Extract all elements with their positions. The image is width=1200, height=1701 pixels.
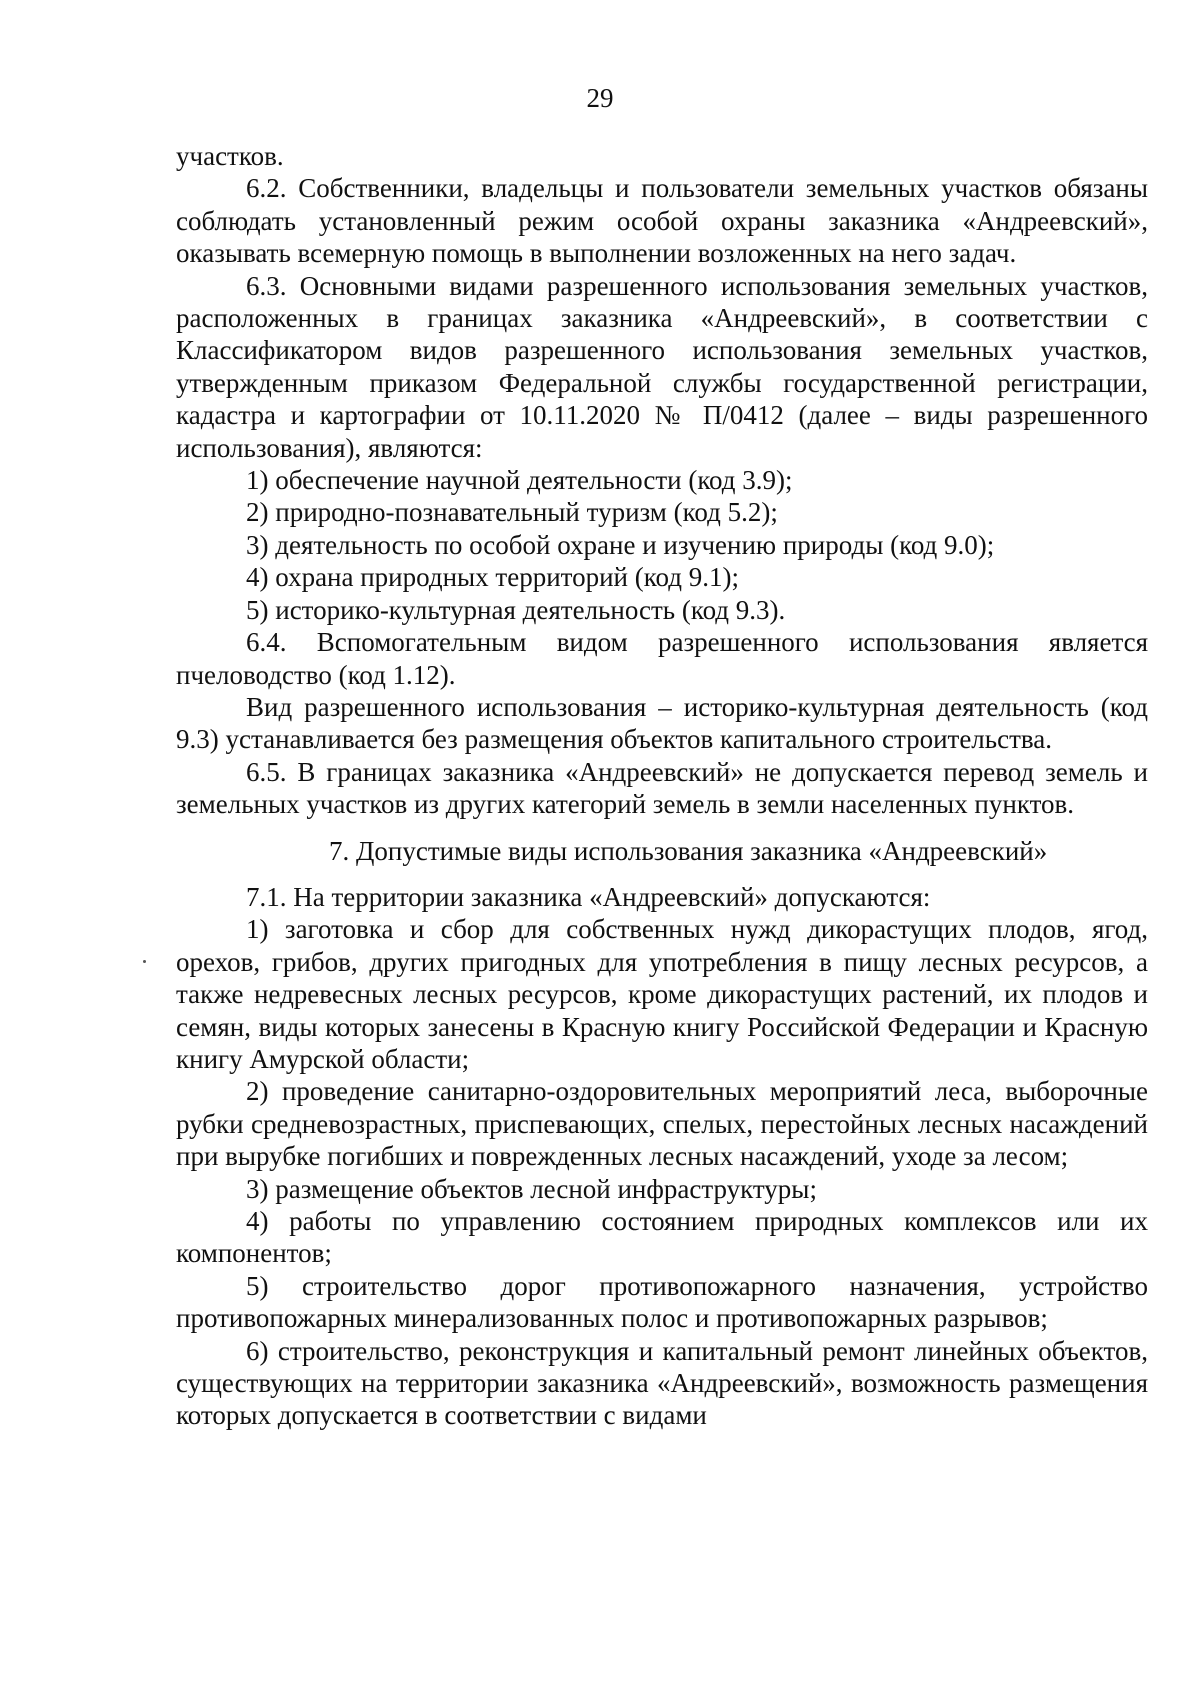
list-item-7-1-4: 4) работы по управлению состоянием природных комплексов или их компонентов; [176, 1206, 1148, 1269]
paragraph-6-2: 6.2. Собственники, владельцы и пользователи земельных участков обязаны соблюдать установленный режим особой охраны заказника «Андреевский», оказывать всемерную помощь в выполнении возложенных на него задач. [176, 173, 1148, 269]
list-item-7-1-1: 1) заготовка и сбор для собственных нужд дикорастущих плодов, ягод, орехов, грибов, других пригодных для употребления в пищу лесных ресурсов, а также недревесных лесных ресурсов, кроме дикорастущих растений, их плодов и семян, виды которых занесены в Красную книгу Российской Федерации и Красную книгу Амурской области; [176, 914, 1148, 1074]
paragraph-7-1: 7.1. На территории заказника «Андреевский» допускаются: [246, 881, 931, 912]
list-item-6-3-5: 5) историко-культурная деятельность (код 9.3). [246, 594, 786, 625]
document-body [176, 140, 1148, 1432]
list-item-7-1-6: 6) строительство, реконструкция и капитальный ремонт линейных объектов, существующих на территории заказника «Андреевский», возможность размещения которых допускается в соответствии с видами [176, 1335, 1148, 1431]
page-number: 29 [586, 83, 614, 113]
list-item-6-3-1: 1) обеспечение научной деятельности (код 3.9); [246, 465, 793, 496]
paragraph-continuation: участков. [176, 141, 284, 171]
paragraph-6-4-note: Вид разрешенного использования – историко-культурная деятельность (код 9.3) устанавливается без размещения объектов капитального строительства. [176, 691, 1148, 755]
list-item-7-1-3: 3) размещение объектов лесной инфраструктуры; [246, 1173, 817, 1204]
list-item-7-1-2: 2) проведение санитарно-оздоровительных мероприятий леса, выборочные рубки средневозрастных, приспевающих, спелых, перестойных лесных насаждений при вырубке погибших и поврежденных лесных насаждений, уходе за лесом; [176, 1076, 1148, 1172]
paragraph-6-3: 6.3. Основными видами разрешенного использования земельных участков, расположенных в границах заказника «Андреевский», в соответствии с Классификатором видов разрешенного использования земельных участков, утвержденным приказом Федеральной службы государственной регистрации, кадастра и картографии от 10.11.2020 № П/0412 (далее – виды разрешенного использования), являются: [176, 270, 1148, 463]
list-item-6-3-4: 4) охрана природных территорий (код 9.1); [246, 562, 739, 593]
list-item-6-3-2: 2) природно-познавательный туризм (код 5.2); [246, 497, 778, 528]
paragraph-6-5: 6.5. В границах заказника «Андреевский» не допускается перевод земель и земельных участков из других категорий земель в земли населенных пунктов. [176, 756, 1148, 820]
section-7-heading: 7. Допустимые виды использования заказника «Андреевский» [329, 835, 1048, 866]
paragraph-6-4: 6.4. Вспомогательным видом разрешенного использования является пчеловодство (код 1.12). [176, 627, 1148, 690]
scan-artifact-dot [143, 960, 146, 963]
list-item-6-3-3: 3) деятельность по особой охране и изучению природы (код 9.0); [246, 529, 995, 560]
list-item-7-1-5: 5) строительство дорог противопожарного назначения, устройство противопожарных минерализованных полос и противопожарных разрывов; [176, 1270, 1148, 1334]
